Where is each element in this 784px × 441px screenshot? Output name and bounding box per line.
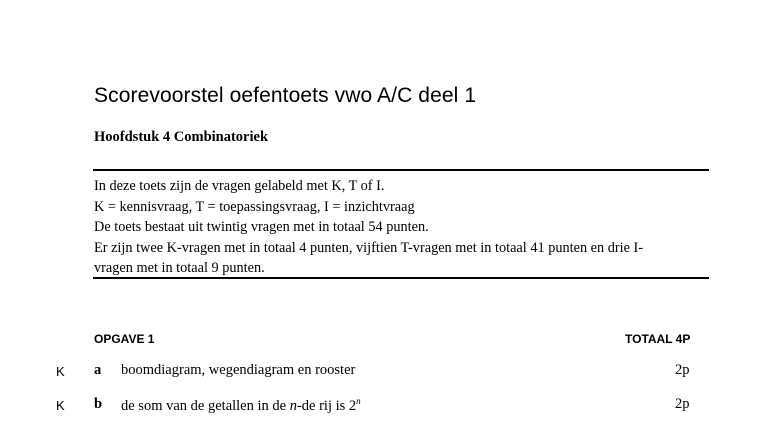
section-total: TOTAAL 4P: [625, 332, 691, 346]
question-points: 2p: [675, 396, 690, 412]
question-type-label: K: [56, 398, 65, 413]
intro-text: [94, 176, 706, 279]
question-letter: a: [94, 362, 102, 378]
intro-line: vragen met in totaal 9 punten.: [94, 260, 265, 277]
section-heading: OPGAVE 1: [94, 332, 155, 346]
math-variable: n: [289, 398, 297, 414]
question-text-part: de som van de getallen in de: [121, 398, 290, 414]
intro-line: K = kennisvraag, T = toepassingsvraag, I = inzichtvraag: [94, 198, 415, 215]
chapter-subtitle: Hoofdstuk 4 Combinatoriek: [94, 129, 269, 145]
intro-box: [93, 169, 709, 279]
question-text: [121, 396, 361, 415]
page-title: Scorevoorstel oefentoets vwo A/C deel 1: [94, 84, 477, 107]
intro-line: De toets bestaat uit twintig vragen met in totaal 54 punten.: [94, 219, 429, 236]
question-points: 2p: [675, 362, 690, 378]
math-exponent: n: [356, 396, 361, 406]
question-letter: b: [94, 396, 103, 412]
intro-line: Er zijn twee K-vragen met in totaal 4 punten, vijftien T-vragen met in totaal 41 punten en drie I-: [94, 239, 644, 256]
intro-line: In deze toets zijn de vragen gelabeld met K, T of I.: [94, 178, 385, 194]
question-text: boomdiagram, wegendiagram en rooster: [121, 362, 356, 378]
question-type-label: K: [56, 364, 65, 379]
question-text-part: -de rij is 2: [296, 398, 357, 414]
